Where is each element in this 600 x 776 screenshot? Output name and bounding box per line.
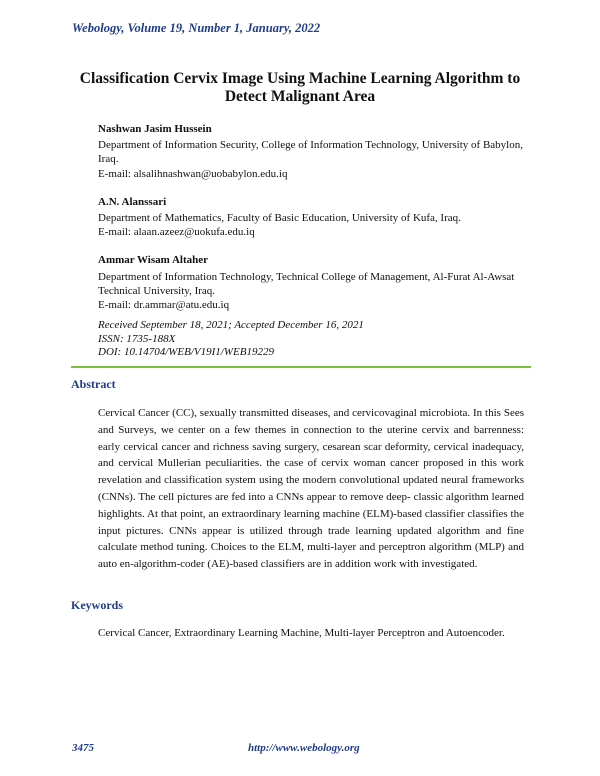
author-list	[98, 122, 528, 326]
abstract-text: Cervical Cancer (CC), sexually transmitted diseases, and cervicovaginal microbiota. In this Sees and Surveys, we center on a few themes in connection to the uterine cervix and barrenness: early cervical cancer and richness saving surgery, cesarean scar deformity, cervical inadequacy, and cervical Mullerian peculiarities. the case of cervix woman cancer proposed in this work revelation and classification system using the modern convolutional updated neural frameworks (CNNs). The cell pictures are fed into a CNNs appear to remove deep- classic algorithm learned highlights. At that point, an extraordinary learning machine (ELM)-based classifier classifies the input pictures. CNNs appear is utilized through trade learning updated algorithm and fine calculate method tuning. Choices to the ELM, multi-layer and perceptron algorithm (MLP) and auto en-algorithm-coder (AE)-based classifiers are in addition work with investigated.	[98, 407, 524, 571]
author-block	[98, 122, 528, 181]
author-email: E-mail: alsalihnashwan@uobabylon.edu.iq	[98, 167, 288, 180]
received-dates: Received September 18, 2021; Accepted December 16, 2021	[98, 319, 364, 331]
page-number: 3475	[72, 742, 94, 754]
author-affiliation: Department of Mathematics, Faculty of Basic Education, University of Kufa, Iraq.	[98, 212, 461, 225]
author-block	[98, 195, 528, 240]
keywords-text: Cervical Cancer, Extraordinary Learning Machine, Multi-layer Perceptron and Autoencoder.	[98, 627, 505, 639]
author-block	[98, 253, 528, 312]
publication-meta	[98, 319, 528, 360]
journal-header: Webology, Volume 19, Number 1, January, 2022	[72, 21, 321, 35]
section-divider	[71, 366, 531, 368]
author-affiliation: Department of Information Security, College of Information Technology, University of Babylon,	[98, 139, 523, 152]
keywords-heading: Keywords	[71, 598, 123, 612]
author-affiliation: Department of Information Technology, Technical College of Management, Al-Furat Al-Awsat	[98, 270, 515, 283]
issn: ISSN: 1735-188X	[98, 332, 176, 345]
author-name: A.N. Alanssari	[98, 195, 167, 208]
author-name: Nashwan Jasim Hussein	[98, 123, 212, 135]
paper-title: Classification Cervix Image Using Machine Learning Algorithm to Detect Malignant Area	[79, 70, 521, 105]
author-affiliation-cont: Iraq.	[98, 153, 119, 166]
doi: DOI: 10.14704/WEB/V19I1/WEB19229	[98, 346, 274, 359]
author-affiliation-cont: Technical University, Iraq.	[98, 284, 216, 297]
author-email: E-mail: alaan.azeez@uokufa.edu.iq	[98, 226, 255, 239]
abstract-heading: Abstract	[71, 377, 116, 391]
journal-url-link[interactable]: http://www.webology.org	[248, 742, 360, 754]
author-name: Ammar Wisam Altaher	[98, 254, 208, 267]
author-email: E-mail: dr.ammar@atu.edu.iq	[98, 299, 230, 312]
